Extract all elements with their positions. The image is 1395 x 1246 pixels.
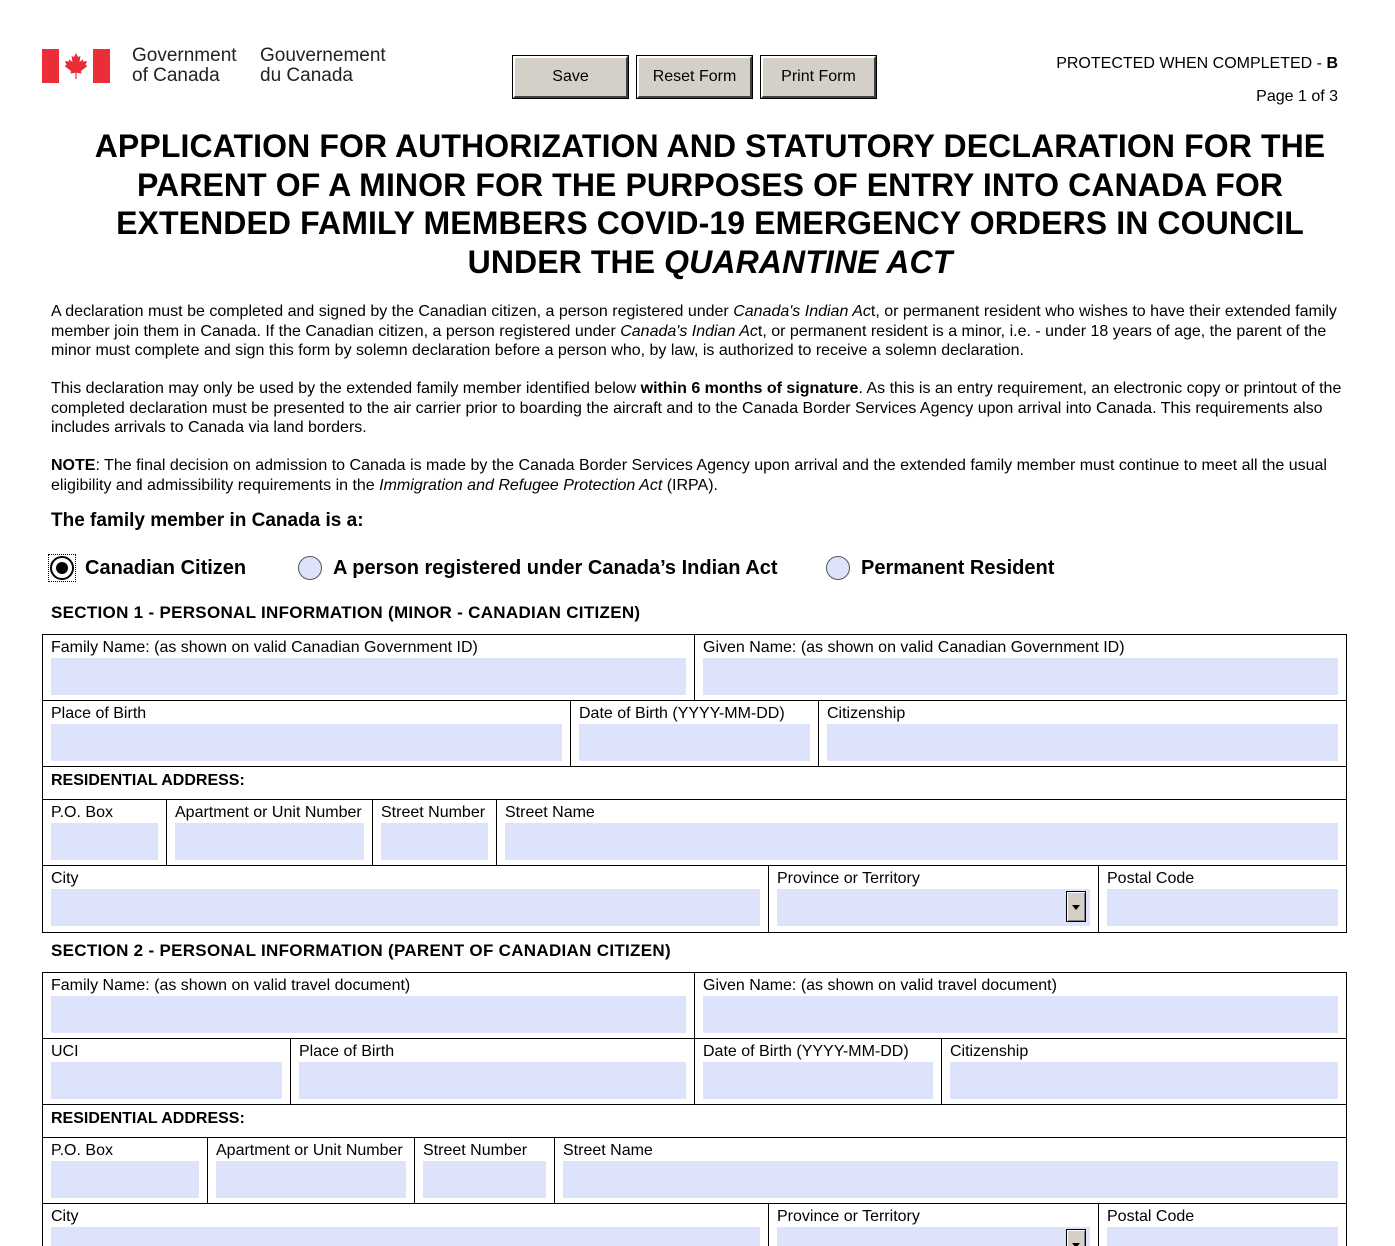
s1-street-name-input[interactable] — [505, 823, 1338, 860]
s1-name-row — [43, 635, 1346, 701]
s2-postal-cell — [1099, 1204, 1346, 1246]
p1-text-e: t, or permanent resident is a minor, i.e. - under 18 years of age, the parent of the minor must complete and sign this form by solemn declaration before a person who, by law, is authorized to receive a solemn declaration. — [51, 322, 1327, 359]
reset-form-button[interactable]: Reset Form — [637, 56, 752, 98]
government-of-canada-wordmark-en — [132, 46, 237, 86]
note-paragraph — [51, 456, 1351, 495]
s1-city-input[interactable] — [51, 889, 760, 926]
canada-flag-icon — [42, 49, 110, 83]
intro-paragraph-1 — [51, 302, 1351, 361]
s2-street-number-cell — [415, 1138, 555, 1203]
s2-postal-label: Postal Code — [1107, 1208, 1195, 1225]
government-of-canada-wordmark-fr — [260, 46, 386, 86]
p2-bold-b: within 6 months of signature — [640, 380, 859, 397]
protected-classification — [1056, 55, 1338, 73]
s2-po-box-cell — [43, 1138, 208, 1203]
section-1-grid — [42, 634, 1347, 933]
s1-apt-label: Apartment or Unit Number — [175, 804, 362, 821]
status-question-label: The family member in Canada is a: — [51, 510, 364, 531]
note-text-b: : The final decision on admission to Canada is made by the Canada Border Services Agency upon arrival and the extended family member must continue to meet all the usual eligibility and admissibility requirements in the — [51, 457, 1327, 494]
s2-birth-row — [43, 1039, 1346, 1105]
s2-family-name-input[interactable] — [51, 996, 686, 1033]
s1-po-box-input[interactable] — [51, 823, 158, 860]
s1-city-row — [43, 866, 1346, 932]
radio-label-canadian-citizen: Canadian Citizen — [85, 556, 247, 579]
s2-address-header-cell — [43, 1105, 1346, 1137]
s1-street-name-label: Street Name — [505, 804, 595, 821]
wordmark-fr-line1: Gouvernement — [260, 45, 386, 66]
radio-option-canadian-citizen[interactable] — [50, 554, 246, 582]
p1-text-c: t, or permanent resident who wishes to have their extended family member join them in Canada. If the Canadian citizen, a person registered under — [51, 303, 1337, 340]
wordmark-en-line2: of Canada — [132, 65, 220, 86]
s2-city-cell — [43, 1204, 769, 1246]
print-form-button[interactable]: Print Form — [761, 56, 876, 98]
chevron-down-icon[interactable] — [1066, 891, 1086, 922]
s1-province-label: Province or Territory — [777, 870, 920, 887]
radio-label-permanent-resident: Permanent Resident — [861, 556, 1055, 579]
s2-address-header-row — [43, 1105, 1346, 1138]
section-2-title: SECTION 2 - PERSONAL INFORMATION (PARENT OF CANADIAN CITIZEN) — [51, 941, 671, 960]
s1-street-number-input[interactable] — [381, 823, 488, 860]
s1-given-name-input[interactable] — [703, 658, 1338, 695]
protected-level: B — [1326, 55, 1338, 72]
save-button[interactable]: Save — [513, 56, 628, 98]
s2-apt-cell — [208, 1138, 415, 1203]
s2-dob-label: Date of Birth (YYYY-MM-DD) — [703, 1043, 909, 1060]
chevron-down-icon[interactable] — [1066, 1229, 1086, 1246]
s1-address-header-row — [43, 767, 1346, 800]
radio-option-indian-act[interactable] — [298, 554, 778, 582]
s2-street-name-cell — [555, 1138, 1346, 1203]
s2-family-name-label: Family Name: (as shown on valid travel document) — [51, 977, 411, 994]
s2-citizenship-input[interactable] — [950, 1062, 1338, 1099]
s1-po-box-cell — [43, 800, 167, 865]
p2-text-c: . As this is an entry requirement, an electronic copy or printout of the completed declaration must be presented to the air carrier prior to boarding the aircraft and to the Canada Border Services Agency upon arrival into Canada. This requirements also includes arrivals to Canada via land borders. — [51, 380, 1342, 436]
s2-city-label: City — [51, 1208, 79, 1225]
s2-postal-input[interactable] — [1107, 1227, 1338, 1246]
s1-apt-cell — [167, 800, 373, 865]
p2-text-a: This declaration may only be used by the extended family member identified below — [51, 380, 641, 397]
flag-left-bar — [42, 49, 59, 83]
s1-apt-input[interactable] — [175, 823, 364, 860]
s2-apt-label: Apartment or Unit Number — [216, 1142, 403, 1159]
s1-dob-cell — [571, 701, 819, 766]
s2-uci-label: UCI — [51, 1043, 79, 1060]
s1-citizenship-label: Citizenship — [827, 705, 906, 722]
s1-citizenship-cell — [819, 701, 1346, 766]
s2-name-row — [43, 973, 1346, 1039]
s2-street-name-input[interactable] — [563, 1161, 1338, 1198]
s1-street-number-label: Street Number — [381, 804, 486, 821]
wordmark-en-line1: Government — [132, 45, 237, 66]
maple-leaf-icon — [64, 53, 88, 79]
s2-given-name-label: Given Name: (as shown on valid travel document) — [703, 977, 1057, 994]
s2-uci-input[interactable] — [51, 1062, 282, 1099]
radio-canadian-citizen[interactable] — [50, 556, 74, 580]
s1-postal-input[interactable] — [1107, 889, 1338, 926]
s1-dob-label: Date of Birth (YYYY-MM-DD) — [579, 705, 785, 722]
s1-city-cell — [43, 866, 769, 932]
s2-dob-input[interactable] — [703, 1062, 933, 1099]
title-line-2: PARENT OF A MINOR FOR THE PURPOSES OF ENTRY INTO CANADA FOR — [136, 166, 1284, 203]
s1-province-select[interactable] — [777, 889, 1090, 926]
title-line-4-prefix: UNDER THE — [467, 243, 665, 280]
p1-text-a: A declaration must be completed and signed by the Canadian citizen, a person registered under — [51, 303, 734, 320]
s1-given-name-label: Given Name: (as shown on valid Canadian Government ID) — [703, 639, 1125, 656]
protected-prefix: PROTECTED WHEN COMPLETED - — [1056, 55, 1327, 72]
s2-residential-address-heading: RESIDENTIAL ADDRESS: — [51, 1110, 245, 1127]
radio-focus-ring — [50, 556, 74, 580]
s2-street-row — [43, 1138, 1346, 1204]
s1-street-name-cell — [497, 800, 1346, 865]
title-line-3: EXTENDED FAMILY MEMBERS COVID-19 EMERGENCY ORDERS IN COUNCIL — [116, 205, 1304, 241]
page-indicator: Page 1 of 3 — [1256, 88, 1338, 105]
radio-option-permanent-resident[interactable] — [826, 554, 1054, 582]
s2-given-name-cell — [695, 973, 1346, 1038]
s1-street-number-cell — [373, 800, 497, 865]
s2-dob-cell — [695, 1039, 942, 1104]
title-act-name: QUARANTINE ACT — [664, 243, 953, 280]
s1-dob-input[interactable] — [579, 724, 810, 761]
s1-province-cell — [769, 866, 1099, 932]
s2-given-name-input[interactable] — [703, 996, 1338, 1033]
section-1-title: SECTION 1 - PERSONAL INFORMATION (MINOR - CANADIAN CITIZEN) — [51, 603, 641, 622]
s2-uci-cell — [43, 1039, 291, 1104]
note-italic-act: Immigration and Refugee Protection Act — [379, 476, 663, 494]
title-line-4 — [40, 243, 1380, 282]
s2-place-of-birth-cell — [291, 1039, 695, 1104]
s1-place-of-birth-cell — [43, 701, 571, 766]
s2-family-name-cell — [43, 973, 695, 1038]
s2-place-of-birth-label: Place of Birth — [299, 1043, 395, 1060]
s2-province-label: Province or Territory — [777, 1208, 920, 1225]
s2-city-input[interactable] — [51, 1227, 760, 1246]
s2-apt-input[interactable] — [216, 1161, 406, 1198]
s1-place-of-birth-input[interactable] — [51, 724, 562, 761]
s1-birth-row — [43, 701, 1346, 767]
form-title — [40, 127, 1380, 281]
s2-po-box-input[interactable] — [51, 1161, 199, 1198]
s2-street-number-label: Street Number — [423, 1142, 528, 1159]
s2-province-select[interactable] — [777, 1227, 1090, 1246]
s1-postal-label: Postal Code — [1107, 870, 1195, 887]
s2-province-cell — [769, 1204, 1099, 1246]
intro-paragraph-2 — [51, 379, 1351, 438]
p1-italic-b: Canada's Indian Ac — [733, 303, 871, 320]
s2-citizenship-label: Citizenship — [950, 1043, 1029, 1060]
s1-given-name-cell — [695, 635, 1346, 700]
s2-place-of-birth-input[interactable] — [299, 1062, 686, 1099]
wordmark-fr-line2: du Canada — [260, 65, 353, 86]
title-line-1: APPLICATION FOR AUTHORIZATION AND STATUTORY DECLARATION FOR THE — [94, 128, 1326, 164]
s1-place-of-birth-label: Place of Birth — [51, 705, 147, 722]
radio-label-indian-act: A person registered under Canada’s Indian Act — [333, 556, 778, 579]
s1-family-name-label: Family Name: (as shown on valid Canadian Government ID) — [51, 639, 478, 656]
radio-permanent-resident[interactable] — [826, 556, 850, 580]
s1-address-header-cell — [43, 767, 1346, 799]
s1-po-box-label: P.O. Box — [51, 804, 113, 821]
s2-street-name-label: Street Name — [563, 1142, 653, 1159]
note-label: NOTE — [51, 457, 96, 474]
s1-city-label: City — [51, 870, 79, 887]
s1-citizenship-input[interactable] — [827, 724, 1338, 761]
s1-postal-cell — [1099, 866, 1346, 932]
s2-street-number-input[interactable] — [423, 1161, 546, 1198]
s1-family-name-input[interactable] — [51, 658, 686, 695]
s2-citizenship-cell — [942, 1039, 1346, 1104]
note-text-d: (IRPA). — [662, 476, 718, 494]
s1-residential-address-heading: RESIDENTIAL ADDRESS: — [51, 772, 245, 789]
s2-po-box-label: P.O. Box — [51, 1142, 113, 1159]
p1-italic-d: Canada's Indian Ac — [620, 322, 758, 340]
s2-city-row — [43, 1204, 1346, 1246]
radio-indian-act[interactable] — [298, 556, 322, 580]
s1-street-row — [43, 800, 1346, 866]
section-2-grid — [42, 972, 1347, 1246]
s1-family-name-cell — [43, 635, 695, 700]
flag-right-bar — [93, 49, 110, 83]
